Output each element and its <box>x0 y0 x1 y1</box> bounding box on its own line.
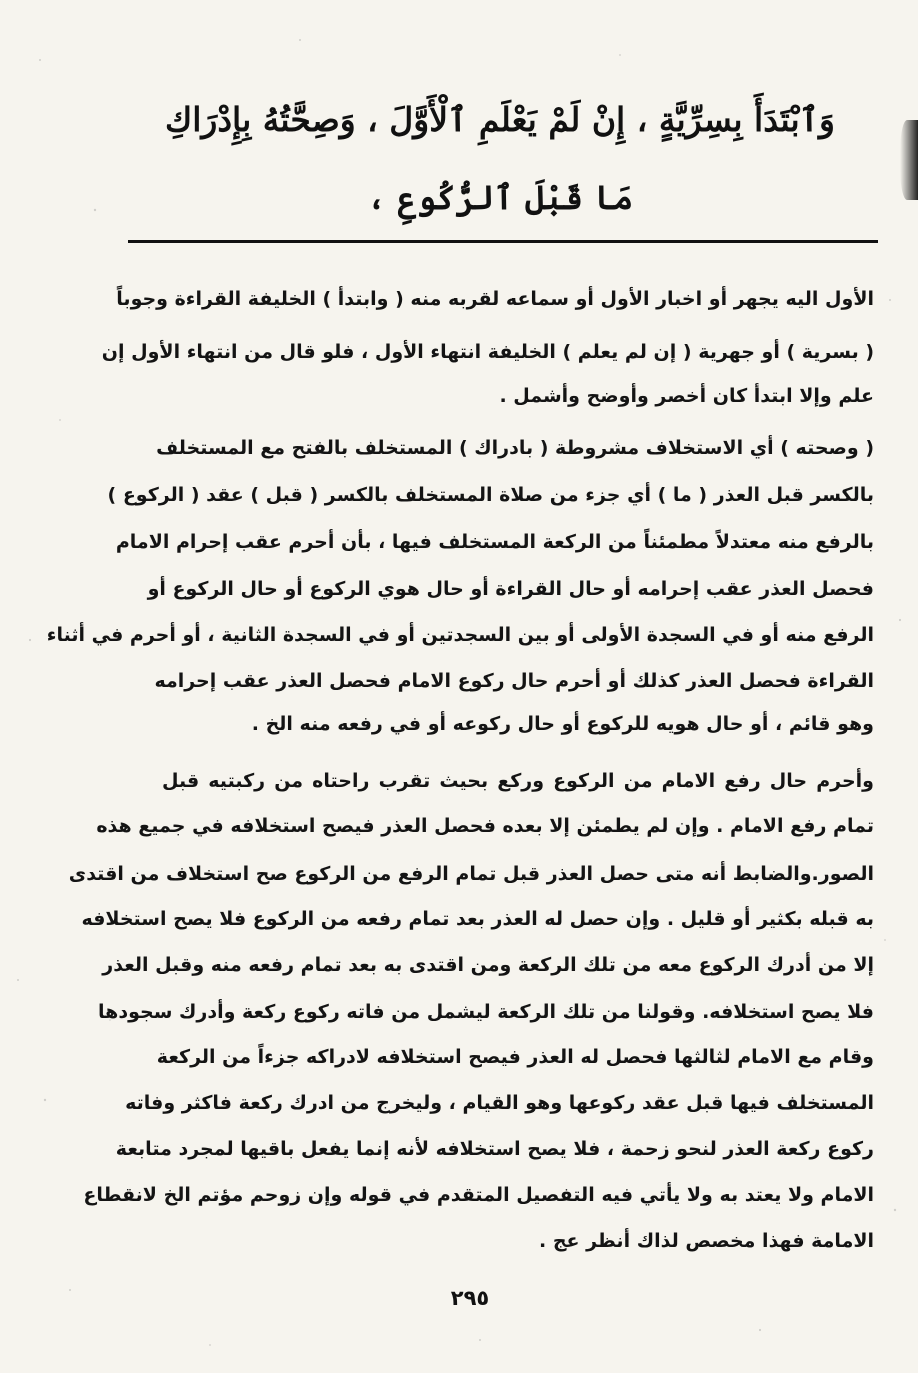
commentary-line: علم وإلا ابتدأ كان أخصر وأوضح وأشمل . <box>499 385 874 407</box>
verse-line-1: وَٱبْتَدَأَ بِسِرِّيَّةٍ ، إِنْ لَمْ يَعْلَمِ ٱلْأَوَّلَ ، وَصِحَّتُهُ بِإِدْرَاكِ <box>165 100 835 139</box>
page-number: ٢٩٥ <box>450 1286 490 1310</box>
commentary-line: به قبله بكثير أو قليل . وإن حصل له العذر بعد تمام رفعه من الركوع فلا يصح استخلافه <box>81 908 874 930</box>
commentary-line: بالكسر قبل العذر ( ما ) أي جزء من صلاة المستخلف بالكسر ( قبل ) عقد ( الركوع ) <box>107 484 874 506</box>
page-edge-shadow <box>900 120 918 200</box>
commentary-line: وهو قائم ، أو حال هويه للركوع أو حال ركوعه أو في رفعه منه الخ . <box>251 713 874 735</box>
commentary-line: الرفع منه أو في السجدة الأولى أو بين السجدتين أو في السجدة الثانية ، أو أحرم في أثناء <box>46 624 874 646</box>
commentary-line: تمام رفع الامام . وإن لم يطمئن إلا بعده فحصل العذر فيصح استخلافه في جميع هذه <box>96 815 874 837</box>
commentary-line: الامامة فهذا مخصص لذاك أنظر عج . <box>538 1230 874 1252</box>
commentary-line: ( بسرية ) أو جهرية ( إن لم يعلم ) الخليفة انتهاء الأول ، فلو قال من انتهاء الأول إن <box>101 341 874 363</box>
commentary-line: الامام ولا يعتد به ولا يأتي فيه التفصيل المتقدم في قوله وإن زوحم مؤتم الخ لانقطاع <box>83 1184 874 1206</box>
commentary-line: وأحرم حال رفع الامام من الركوع وركع بحيث تقرب راحتاه من ركبتيه قبل <box>162 770 874 792</box>
commentary-line: وقام مع الامام لثالثها فحصل له العذر فيصح استخلافه لادراكه جزءاً من الركعة <box>156 1046 874 1068</box>
commentary-line: الأول اليه يجهر أو اخبار الأول أو سماعه لقربه منه ( وابتدأ ) الخليفة القراءة وجوباً <box>116 288 874 310</box>
section-divider <box>128 240 878 243</box>
commentary-line: فحصل العذر عقب إحرامه أو حال القراءة أو حال هوي الركوع أو حال الركوع أو <box>147 578 874 600</box>
commentary-line: المستخلف فيها قبل عقد ركوعها وهو القيام ، وليخرج من ادرك ركعة فاكثر وفاته <box>125 1092 874 1114</box>
verse-line-2: مَا قَبْلَ ٱلرُّكُوعِ ، <box>366 178 634 217</box>
commentary-line: إلا من أدرك الركوع معه من تلك الركعة ومن اقتدى به بعد تمام رفعه منه وقبل العذر <box>102 954 874 976</box>
commentary-line: الصور.والضابط أنه متى حصل العذر قبل تمام الرفع من الركوع صح استخلاف من اقتدى <box>68 863 874 885</box>
commentary-line: القراءة فحصل العذر كذلك أو أحرم حال ركوع الامام فحصل العذر عقب إحرامه <box>154 670 874 692</box>
commentary-line: ( وصحته ) أي الاستخلاف مشروطة ( بادراك ) المستخلف بالفتح مع المستخلف <box>156 437 874 459</box>
commentary-line: فلا يصح استخلافه. وقولنا من تلك الركعة ليشمل من فاته ركوع ركعة وأدرك سجودها <box>98 1001 874 1023</box>
commentary-line: ركوع ركعة العذر لنحو زحمة ، فلا يصح استخلافه لأنه إنما يفعل باقيها لمجرد متابعة <box>115 1138 874 1160</box>
commentary-line: بالرفع منه معتدلاً مطمئناً من الركعة المستخلف فيها ، بأن أحرم عقب إحرام الامام <box>115 531 874 553</box>
